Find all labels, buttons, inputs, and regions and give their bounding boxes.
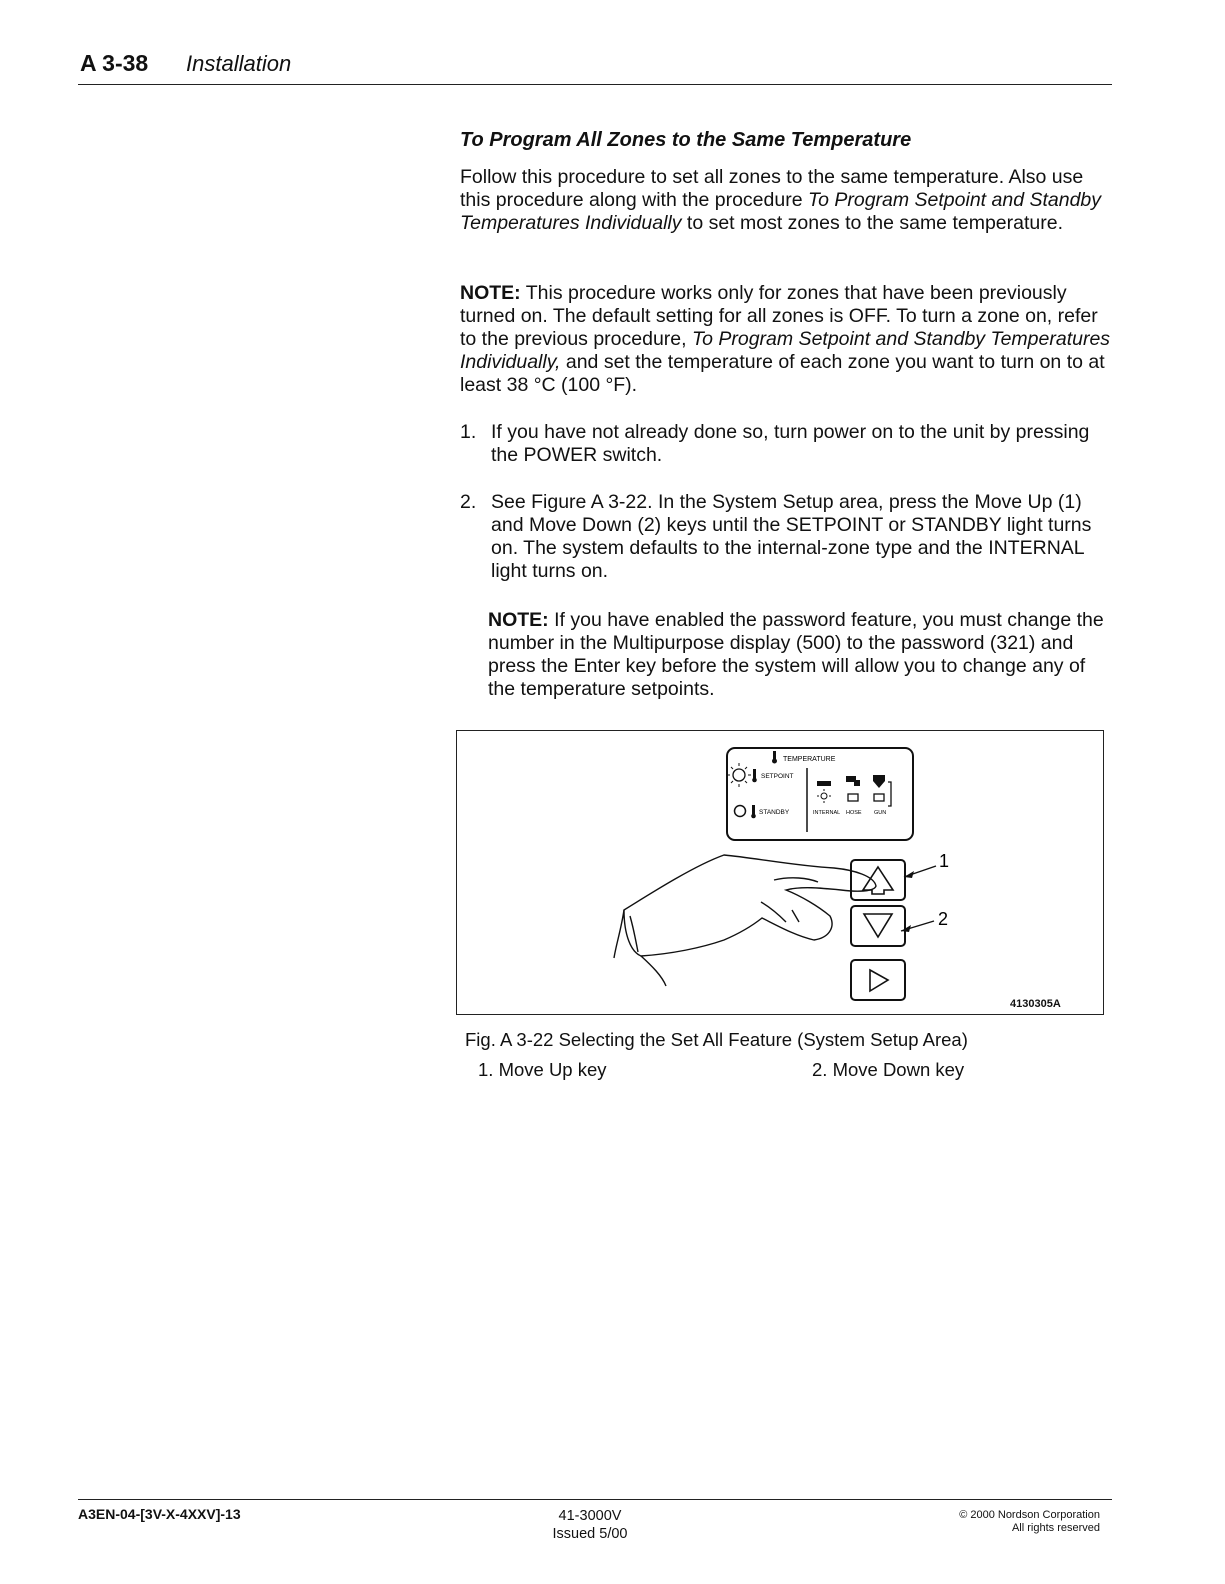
copyright (900, 1509, 1100, 1535)
gun-zone-icon (873, 775, 891, 806)
callout-1 (904, 866, 936, 878)
part-number: 41-3000V (558, 1508, 622, 1524)
internal-zone-light-icon (817, 781, 831, 803)
note-label: NOTE: (460, 282, 521, 304)
footer-rule (78, 1499, 1112, 1500)
callout-2-label: 2 (938, 909, 949, 929)
standby-light-icon (735, 806, 746, 817)
standby-thermometer-icon (751, 805, 756, 818)
section-title: To Program All Zones to the Same Temperature (460, 129, 912, 151)
zone-label-gun: GUN (874, 810, 887, 816)
note-procedure-reference: To Program Setpoint and Standby Temperatures Individually, (460, 328, 1111, 373)
enter-key (851, 960, 905, 1000)
move-up-key (851, 860, 905, 900)
note-text: If you have enabled the password feature, you must change the number in the Multipurpose display (500) to the password (321) and press the Enter key before the system will allow you to change any of the temperature setpoints. (488, 609, 1104, 700)
note-zones-on (460, 282, 1115, 397)
setpoint-label: SETPOINT (761, 773, 794, 780)
zone-label-hose: HOSE (846, 810, 862, 816)
intro-text-1: Follow this procedure to set all zones to the same temperature. Also use this procedure along with the procedure (460, 166, 1084, 211)
issue-date: Issued 5/00 (552, 1526, 628, 1542)
zone-label-internal: INTERNAL (813, 810, 841, 816)
step-number: 2. (460, 491, 477, 513)
step-text: If you have not already done so, turn power on to the unit by pressing the POWER switch. (491, 421, 1090, 466)
thermometer-icon (772, 751, 777, 764)
legend-item-2: 2. Move Down key (812, 1059, 965, 1080)
setpoint-light-icon (727, 763, 751, 787)
hose-zone-icon (846, 776, 860, 801)
callout-1-label: 1 (939, 851, 950, 871)
section-name: Installation (186, 51, 292, 76)
intro-procedure-reference: To Program Setpoint and Standby Temperatures Individually (460, 189, 1102, 234)
panel-title: TEMPERATURE (783, 756, 836, 763)
rights-line: All rights reserved (1011, 1522, 1100, 1534)
figure-caption: Fig. A 3-22 Selecting the Set All Feature (System Setup Area) (465, 1029, 968, 1050)
legend-item-1: 1. Move Up key (478, 1059, 607, 1080)
note-text-1: This procedure works only for zones that have been previously turned on. The default setting for all zones is OFF. To turn a zone on, refer to the previous procedure, (460, 282, 1098, 350)
figure-illustration (456, 730, 1104, 1015)
step-text: See Figure A 3-22. In the System Setup area, press the Move Up (1) and Move Down (2) keys until the SETPOINT or STANDBY light turns on. The system defaults to the internal-zone type and the INTERNAL light turns on. (491, 491, 1092, 582)
step-number: 1. (460, 421, 477, 443)
note-label: NOTE: (488, 609, 549, 631)
figure-id: 4130305A (1010, 998, 1061, 1010)
manual-number (500, 1507, 680, 1543)
note-text-2: and set the temperature of each zone you want to turn on to at least 38 °C (100 °F). (460, 351, 1105, 396)
intro-text-2: to set most zones to the same temperature. (681, 212, 1064, 234)
document-code: A3EN-04-[3V-X-4XXV]-13 (78, 1506, 241, 1522)
intro-paragraph (460, 166, 1115, 235)
step-2 (460, 491, 1115, 591)
header-rule (78, 84, 1112, 85)
temperature-panel (727, 748, 913, 840)
move-down-key (851, 906, 905, 946)
page-number: A 3-38 (80, 50, 149, 76)
standby-label: STANDBY (759, 809, 790, 816)
hand-illustration (614, 855, 876, 986)
copyright-line: © 2000 Nordson Corporation (959, 1509, 1100, 1521)
step-1 (460, 421, 1115, 471)
setpoint-thermometer-icon (752, 769, 757, 782)
note-password (488, 609, 1108, 701)
